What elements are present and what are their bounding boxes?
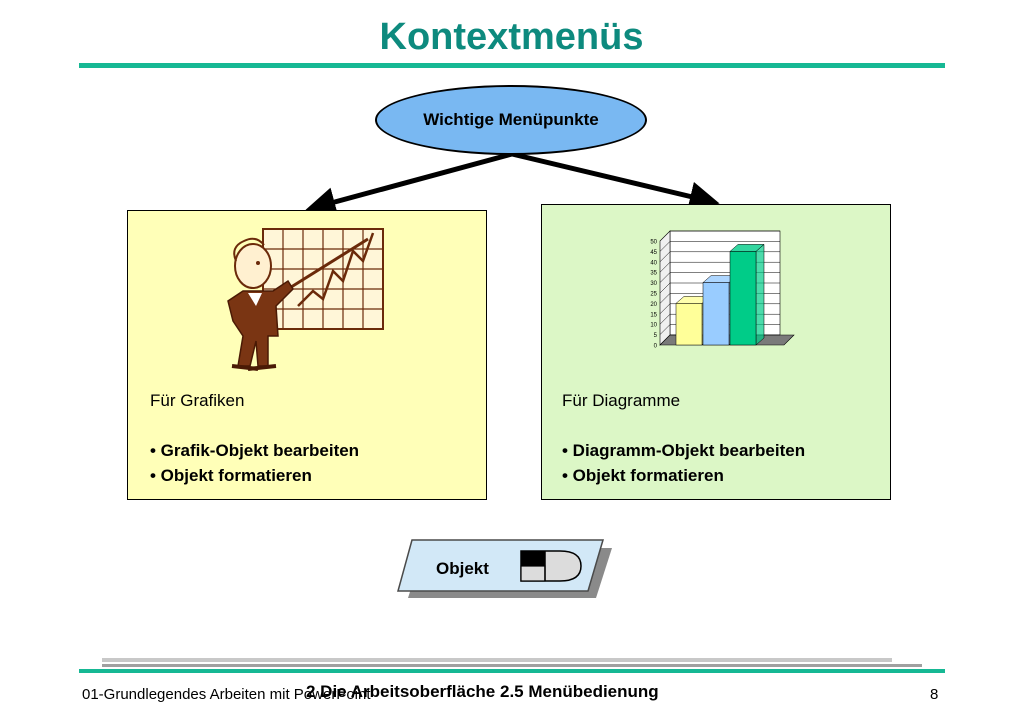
footer-rule-gray — [102, 658, 892, 662]
chart-ytick-label: 40 — [650, 260, 657, 267]
page-number: 8 — [930, 686, 939, 703]
chart-ytick-label: 35 — [650, 270, 657, 277]
footer-course: 01-Grundlegendes Arbeiten mit PowerPoint — [82, 686, 371, 703]
mouse-right-click-icon — [521, 551, 581, 581]
chart-ytick-label: 50 — [650, 239, 657, 246]
menu-item-diagramm-objekt-bearbeiten: • Diagramm-Objekt bearbeiten — [562, 441, 806, 460]
objekt-button-label: Objekt — [436, 559, 489, 578]
footer-rule-green — [79, 669, 945, 673]
footer-rule-gray-dark — [102, 664, 922, 667]
chart-ytick-label: 45 — [650, 249, 657, 256]
menu-item-objekt-formatieren: • Objekt formatieren — [562, 466, 724, 485]
center-node: Wichtige Menüpunkte — [375, 85, 647, 155]
chart-ytick-label: 10 — [650, 322, 657, 329]
menu-item-objekt-formatieren: • Objekt formatieren — [150, 466, 312, 485]
chart-ytick-label: 20 — [650, 301, 657, 308]
graphics-panel-heading: Für Grafiken — [150, 391, 245, 410]
chart-ytick-label: 15 — [650, 312, 657, 319]
chart-panel-heading: Für Diagramme — [562, 391, 681, 410]
slide-title: Kontextmenüs — [379, 16, 644, 58]
chart-ytick-label: 30 — [650, 281, 657, 288]
footer-section: 2 Die Arbeitsoberfläche 2.5 Menübedienung — [306, 682, 659, 701]
chart-ytick-label: 5 — [653, 333, 657, 340]
menu-item-grafik-objekt-bearbeiten: • Grafik-Objekt bearbeiten — [150, 441, 360, 460]
chart-ytick-label: 0 — [653, 343, 657, 350]
chart-ytick-label: 25 — [650, 291, 657, 298]
